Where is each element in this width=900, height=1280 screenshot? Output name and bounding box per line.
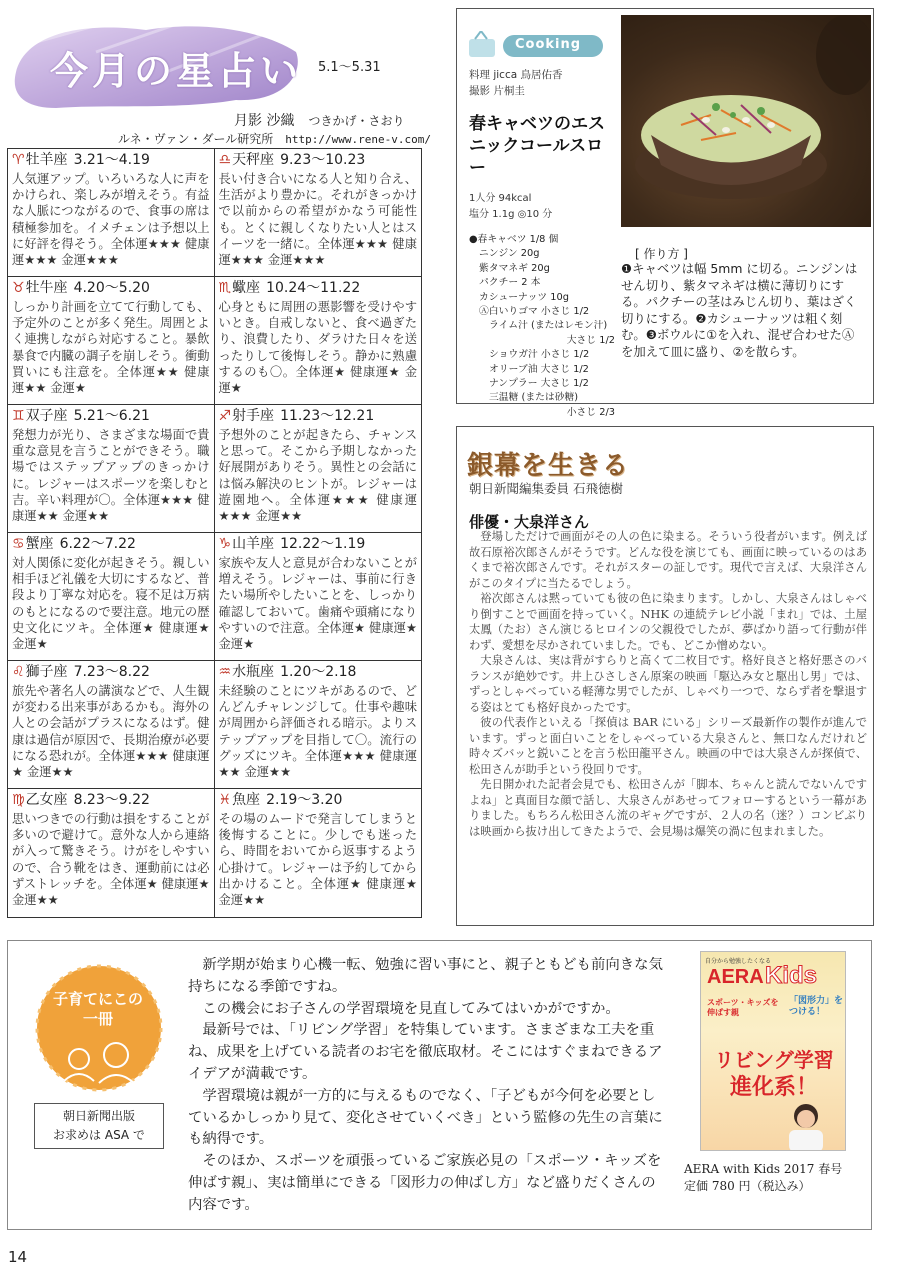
- cup-icon: [469, 39, 495, 57]
- ingredient: 紫タマネギ 20g: [479, 262, 550, 274]
- sign-virgo: [8, 789, 215, 917]
- sign-text: 対人関係に変化が起きそう。親しい相手ほど礼儀を大切にするなど、普段より丁寧な対応を。寝不足は万病のもとになるので要注意。地元の歴史文化にツキ。全体運★ 健康運★ 金運★: [12, 556, 210, 652]
- sign-name: 天秤座: [232, 152, 275, 168]
- sign-name: 水瓶座: [232, 664, 275, 680]
- sign-text: 旅先や著名人の講演などで、人生観が変わる出来事があるかも。海外の人との会話がプラスになるはず。健康は過信が原因で、長期治療が必要になる恐れが。全体運★★★ 健康運★ 金運★★: [12, 684, 210, 780]
- paragraph: 新学期が始まり心機一転、勉強に習い事にと、親子ともども前向きな気持ちになる季節ですね。: [188, 957, 663, 995]
- cover-headline: 進化系！: [729, 1075, 818, 1100]
- ingredient: ショウガ汁 小さじ 1/2: [489, 349, 590, 361]
- movie-column: [456, 426, 874, 926]
- horoscope-grid: [7, 148, 422, 918]
- sign-dates: 5.21〜6.21: [73, 408, 150, 424]
- sign-dates: 11.23〜12.21: [280, 408, 375, 424]
- paragraph: 大泉さんは、実は背がすらりと高くて二枚目です。格好良さと格好悪さのバランスが絶妙です。井上ひさしさん原案の映画「駆込み女と駆出し男」では、ずっとしゃべっている軽薄な男でしたが、しゃべり一つで、ならず者を撃退する姿はとても格好良かったです。: [469, 654, 867, 714]
- sign-dates: 7.23〜8.22: [73, 664, 150, 680]
- cover-headline: リビング学習: [714, 1048, 834, 1072]
- ingredient: 三温糖 (または砂糖): [489, 392, 579, 404]
- libra-icon: ♎: [218, 152, 232, 168]
- institute-url[interactable]: http://www.rene-v.com/: [285, 133, 431, 146]
- cook-name: jicca 鳥居佑香: [493, 69, 563, 81]
- movie-subtitle: 俳優・大泉洋さん: [469, 513, 590, 531]
- sign-text: 人気運アップ。いろいろな人に声をかけられ、楽しみが増えそう。有益な人脈につながるので、食事の席は積極参加を。イメチェンは予想以上に好評を得そう。全体運★★★ 健康運★★★ 金運★★★: [12, 172, 210, 268]
- author-name: 月影 沙織: [234, 113, 295, 129]
- parenting-logo-text: 子育てにこの一冊: [52, 990, 143, 1028]
- sign-dates: 2.19〜3.20: [266, 792, 343, 808]
- taurus-icon: ♉: [12, 280, 25, 296]
- recipe-nutrition: [469, 191, 552, 223]
- cancer-icon: ♋: [12, 536, 25, 552]
- sign-text: その場のムードで発言してしまうと後悔することに。少しでも迷ったら、時間をおいてから返事するよう心掛けて。レジャーは予約してから出かけること。全体運★ 健康運★ 金運★★: [218, 812, 417, 908]
- author-yomi: つきかげ・さおり: [308, 114, 405, 128]
- sign-libra: [215, 149, 422, 277]
- magazine-cover: [700, 951, 846, 1151]
- salad-bowl-image: [621, 15, 871, 227]
- recipe-steps: ❶キャベツは幅 5mm に切る。ニンジンはせん切り、紫タマネギは横に薄切りにする。パクチーの茎はみじん切り、葉はざく切りにする。❷カシューナッツは粗く刻む。❸ボウルに①を入れ、混ぜ合わせたⒶを加えて皿に盛り、②を散らす。: [621, 261, 858, 359]
- paragraph: 先日開かれた記者会見でも、松田さんが「脚本、ちゃんと読んでないんですよね」と真面目な顔で話し、大泉さんがあせってフォローするという一幕がありました。もちろん松田さん流のギャグですが、２人の名（迷？）コンビぶりは映画から抜け出してきたようで、会見場は爆笑の渦に包まれました。: [469, 778, 867, 838]
- cooking-section: [456, 8, 874, 418]
- horoscope-period: 5.1〜5.31: [318, 60, 381, 75]
- sign-dates: 8.23〜9.22: [73, 792, 150, 808]
- institute-name: ルネ・ヴァン・ダール研究所: [118, 132, 274, 146]
- sign-cancer: [8, 533, 215, 661]
- ingredient: カシューナッツ 10g: [479, 291, 569, 303]
- cover-side-text: スポーツ・キッズを伸ばす親: [707, 998, 779, 1017]
- sign-sagittarius: [215, 405, 422, 533]
- sign-text: 思いつきでの行動は損をすることが多いので避けて。意外な人から連絡が入って驚きそう。けがをしやすいので、合う靴をはき、運動前には必ずストレッチを。全体運★ 健康運★ 金運★★: [12, 812, 210, 908]
- movie-byline: 朝日新聞編集委員 石飛徳樹: [469, 481, 623, 496]
- ingredient: オリーブ油 大さじ 1/2: [489, 363, 589, 375]
- coleslaw-photo: [621, 15, 871, 227]
- ingredient: Ⓐ白いりゴマ 小さじ 1/2: [479, 306, 590, 318]
- ingredient: ライム汁 (またはレモン汁): [489, 320, 608, 332]
- parenting-body: [188, 955, 668, 1217]
- sign-text: 心身ともに周囲の悪影響を受けやすいとき。自戒しないと、食べ過ぎたり、浪費したり、ダラけた日々を送ったりして後悔しそう。静かに熟慮するのも〇。全体運★ 健康運★ 金運★: [218, 300, 417, 396]
- sign-text: 家族や友人と意見が合わないことが増えそう。レジャーは、事前に行きたい場所やしたいことを、しっかり確認しておいて。歯痛や頭痛になりやすいので注意。全体運★ 健康運★ 金運★: [218, 556, 417, 652]
- publisher-note: お求めは ASA で: [53, 1128, 145, 1142]
- sign-gemini: [8, 405, 215, 533]
- recipe-salt: 塩分 1.1g ◎10 分: [469, 209, 553, 220]
- ingredient: 小さじ 2/3: [566, 406, 615, 418]
- ingredient: 大さじ 1/2: [566, 334, 615, 346]
- sign-name: 乙女座: [25, 792, 68, 808]
- sign-dates: 3.21〜4.19: [73, 152, 150, 168]
- sign-scorpio: [215, 277, 422, 405]
- paragraph: 最新号では、「リビング学習」を特集しています。さまざまな工夫を重ね、成果を上げている読者のお宅を徹底取材。そこにはすぐまねできるアイデアが満載です。: [188, 1022, 663, 1082]
- sign-dates: 4.20〜5.20: [73, 280, 150, 296]
- sign-aquarius: [215, 661, 422, 789]
- photographer-name: 片桐圭: [493, 85, 525, 97]
- cover-top-text: 自分から勉強したくなる: [705, 958, 772, 965]
- sign-leo: [8, 661, 215, 789]
- cover-side-text: 「図形力」をつける！: [789, 996, 844, 1017]
- page-number: 14: [8, 1248, 28, 1266]
- cooking-credits: 料理 jicca 鳥居佑香 撮影 片桐圭: [469, 69, 563, 97]
- sign-capricorn: [215, 533, 422, 661]
- ingredients-list: [469, 233, 619, 420]
- sign-name: 射手座: [232, 408, 275, 424]
- sign-name: 獅子座: [25, 664, 68, 680]
- cover-brand: AERA: [707, 966, 764, 988]
- ingredient: ニンジン 20g: [479, 248, 540, 260]
- horoscope-institute: [118, 130, 431, 147]
- sign-name: 蟹座: [25, 536, 54, 552]
- ingredient: ナンプラー 大さじ 1/2: [489, 378, 589, 390]
- movie-column-title: 銀幕を生きる: [467, 451, 630, 481]
- capricorn-icon: ♑: [218, 536, 232, 552]
- sign-dates: 10.24〜11.22: [266, 280, 361, 296]
- scorpio-icon: ♏: [218, 280, 232, 296]
- cover-brand-sub: Kids: [765, 962, 818, 989]
- recipe-serving: 1人分 94kcal: [469, 193, 532, 204]
- sign-dates: 9.23〜10.23: [280, 152, 366, 168]
- movie-body: [469, 529, 867, 839]
- sign-dates: 12.22〜1.19: [280, 536, 366, 552]
- horoscope-author: [234, 110, 404, 130]
- sign-text: 長い付き合いになる人と知り合え、生活がより豊かに。それがきっかけで以前からの希望がかなう可能性も。とくに親しくなりたい人とはスイーツを一緒に。全体運★★★ 健康運★★★ 金運★★★: [218, 172, 417, 268]
- sign-dates: 6.22〜7.22: [59, 536, 136, 552]
- sign-name: 蠍座: [232, 280, 261, 296]
- aries-icon: ♈: [12, 152, 25, 168]
- leo-icon: ♌: [12, 664, 25, 680]
- magazine-caption: [684, 1161, 874, 1195]
- horoscope-title: 今月の星占い: [50, 49, 303, 93]
- sign-name: 魚座: [232, 792, 261, 808]
- virgo-icon: ♍: [12, 792, 25, 808]
- magazine-title: AERA with Kids 2017 春号: [684, 1162, 843, 1176]
- sagittarius-icon: ♐: [218, 408, 232, 424]
- sign-dates: 1.20〜2.18: [280, 664, 357, 680]
- publisher-box: [34, 1103, 164, 1149]
- sign-taurus: [8, 277, 215, 405]
- paragraph: そのほか、スポーツを頑張っているご家族必見の「スポーツ・キッズを伸ばす親」、実は簡単にできる「図形力の伸ばし方」など盛りだくさんの内容です。: [188, 1153, 662, 1213]
- sign-name: 牡羊座: [25, 152, 68, 168]
- paragraph: 登場しただけで画面がその人の色に染まる。そういう役者がいます。例えば故石原裕次郎さんがそうです。どんな役を演じても、画面に映っているのはあくまで裕次郎さんです。それがスターの証しです。現代で言えば、大泉洋さんがこのタイプに当たるでしょう。: [469, 530, 867, 590]
- gemini-icon: ♊: [12, 408, 25, 424]
- paragraph: 裕次郎さんは黙っていても彼の色に染まります。しかし、大泉さんはしゃべり倒すことで画面を持っていく。NHK の連続テレビ小説「まれ」では、土屋太鳳（たお）さん演じるヒロインの父親役でしたが、夢ばかり語って行動が伴わず、愛想を尽かされていました。でも、どこか憎めない。: [469, 592, 867, 652]
- sign-name: 山羊座: [232, 536, 275, 552]
- sign-name: 牡牛座: [25, 280, 68, 296]
- sign-text: しっかり計画を立てて行動しても、予定外のことが多く発生。周囲とよく連携しながら対応すること。暴飲暴食で内臓の調子を崩しそう。衝動買いにも注意を。全体運★★ 健康運★★ 金運★: [12, 300, 210, 396]
- sign-pisces: [215, 789, 422, 917]
- parenting-book-section: [7, 940, 872, 1230]
- ingredient: ●春キャベツ 1/8 個: [469, 234, 559, 245]
- paragraph: 彼の代表作といえる「探偵は BAR にいる」シリーズ最新作の製作が進んでいます。ずっと面白いことをしゃべっている大泉さんと、無口なんだけれど時々ズバッと鋭いことを言う松田龍平さん。映画の中では大泉さんが探偵で、松田さんが助手という役回りです。: [469, 716, 867, 776]
- cooking-badge-label: Cooking: [515, 37, 582, 52]
- ingredient: パクチー 2 本: [479, 277, 541, 289]
- pisces-icon: ♓: [218, 792, 232, 808]
- sign-aries: [8, 149, 215, 277]
- recipe-title: 春キャベツのエスニックコールスロー: [469, 114, 605, 178]
- steps-title: [ 作り方 ]: [635, 247, 688, 261]
- aquarius-icon: ♒: [218, 664, 232, 680]
- paragraph: この機会にお子さんの学習環境を見直してみてはいかがですか。: [202, 1000, 620, 1017]
- sign-text: 発想力が光り、さまざまな場面で貴重な意見を言うことができそう。職場ではステップアップのきっかけに。レジャーはスポーツを楽しむと吉。辛い料理が〇。全体運★★★ 健康運★★ 金運★★: [12, 428, 210, 524]
- horoscope-header: [6, 6, 432, 146]
- sign-text: 未経験のことにツキがあるので、どんどんチャレンジして。仕事や趣味が周囲から評価される暗示。よりステップアップを目指して〇。流行のグッズにツキ。全体運★★★ 健康運★★ 金運★★: [218, 684, 417, 780]
- publisher-name: 朝日新聞出版: [62, 1109, 135, 1123]
- paragraph: 学習環境は親が一方的に与えるものでなく、「子どもが今何を必要としているかしっかり見て、変化させていくべき」という監修の先生の言葉にも納得です。: [188, 1087, 663, 1148]
- cover-child-image: [771, 1098, 841, 1151]
- sign-name: 双子座: [25, 408, 68, 424]
- magazine-price: 定価 780 円（税込み）: [684, 1179, 811, 1193]
- sign-text: 予想外のことが起きたら、チャンスと思って。そこから予期しなかった好展開がありそう。異性との会話には悩み解決のヒントが。レジャーは遊園地へ。全体運★★★ 健康運★★★ 金運★★: [218, 428, 417, 524]
